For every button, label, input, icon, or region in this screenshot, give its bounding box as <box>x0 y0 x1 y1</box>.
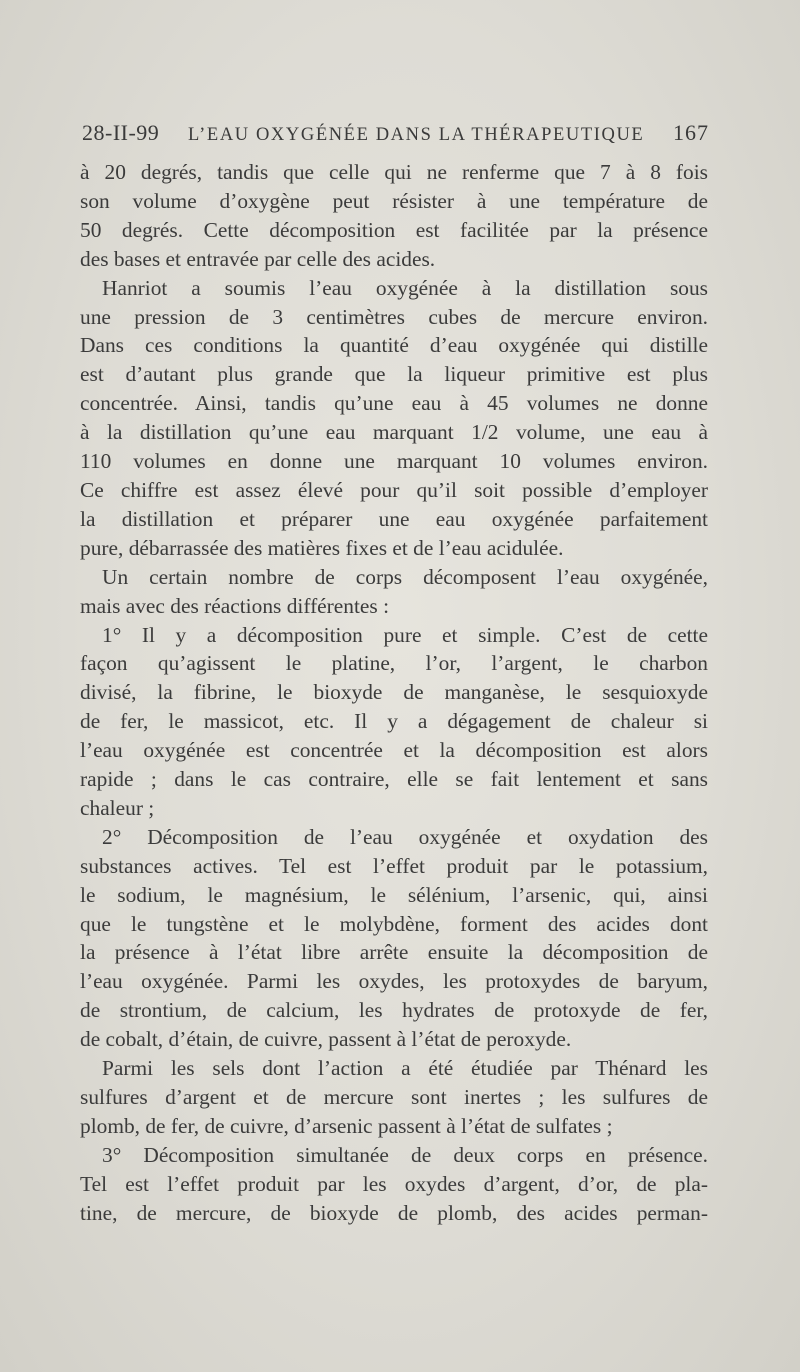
header-date: 28-II-99 <box>82 120 160 145</box>
text-line: de strontium, de calcium, les hydrates de protoxyde de fer, <box>80 998 708 1023</box>
text-line: sulfures d’argent et de mercure sont inertes ; les sulfures de <box>80 1085 708 1109</box>
text-line: Hanriot a soumis l’eau oxygénée à la distillation sous <box>102 275 708 300</box>
text-line: 2° Décomposition de l’eau oxygénée et oxydation des <box>102 824 708 849</box>
text-line: mais avec des réactions différentes : <box>80 593 390 618</box>
text-line: Ce chiffre est assez élevé pour qu’il soit possible d’employer <box>80 477 708 502</box>
text-line: son volume d’oxygène peut résister à une température de <box>80 188 708 213</box>
text-line: que le tungstène et le molybdène, forment des acides dont <box>80 911 708 936</box>
text-line: de cobalt, d’étain, de cuivre, passent à l’état de peroxyde. <box>80 1027 572 1052</box>
text-line: 50 degrés. Cette décomposition est facilitée par la présence <box>80 217 708 242</box>
text-line: Dans ces conditions la quantité d’eau oxygénée qui distille <box>80 333 708 358</box>
body-text <box>80 158 708 1228</box>
text-line: de fer, le massicot, etc. Il y a dégagement de chaleur si <box>80 709 708 734</box>
text-line: le sodium, le magnésium, le sélénium, l’arsenic, qui, ainsi <box>80 882 708 907</box>
text-line: concentrée. Ainsi, tandis qu’une eau à 45 volumes ne donne <box>80 391 708 416</box>
page-number: 167 <box>672 120 709 145</box>
text-line: des bases et entravée par celle des acides. <box>80 246 436 271</box>
text-line: à 20 degrés, tandis que celle qui ne renferme que 7 à 8 fois <box>80 160 708 184</box>
text-line: plomb, de fer, de cuivre, d’arsenic passent à l’état de sulfates ; <box>80 1113 613 1138</box>
text-line: 3° Décomposition simultanée de deux corps en présence. <box>102 1142 708 1167</box>
text-line: à la distillation qu’une eau marquant 1/2 volume, une eau à <box>80 420 708 445</box>
text-line: est d’autant plus grande que la liqueur primitive est plus <box>80 362 708 387</box>
text-line: pure, débarrassée des matières fixes et de l’eau acidulée. <box>80 535 564 560</box>
text-line: façon qu’agissent le platine, l’or, l’argent, le charbon <box>80 651 708 676</box>
text-line: chaleur ; <box>80 795 155 820</box>
text-line: 110 volumes en donne une marquant 10 volumes environ. <box>80 449 708 474</box>
text-line: divisé, la fibrine, le bioxyde de manganèse, le sesquioxyde <box>80 680 708 705</box>
text-line: rapide ; dans le cas contraire, elle se fait lentement et sans <box>80 767 708 792</box>
text-line: Un certain nombre de corps décomposent l’eau oxygénée, <box>102 564 708 589</box>
running-header <box>82 120 709 154</box>
text-line: tine, de mercure, de bioxyde de plomb, des acides perman- <box>80 1200 708 1225</box>
text-line: l’eau oxygénée. Parmi les oxydes, les protoxydes de baryum, <box>80 969 708 994</box>
text-line: la distillation et préparer une eau oxygénée parfaitement <box>80 506 708 531</box>
text-line: l’eau oxygénée est concentrée et la décomposition est alors <box>80 738 708 763</box>
text-line: Tel est l’effet produit par les oxydes d’argent, d’or, de pla- <box>80 1171 708 1196</box>
text-line: 1° Il y a décomposition pure et simple. C’est de cette <box>102 622 708 647</box>
text-line: substances actives. Tel est l’effet produit par le potassium, <box>80 853 708 878</box>
header-title: L’EAU OXYGÉNÉE DANS LA THÉRAPEUTIQUE <box>187 125 645 145</box>
text-line: Parmi les sels dont l’action a été étudiée par Thénard les <box>102 1056 708 1081</box>
text-line: une pression de 3 centimètres cubes de mercure environ. <box>80 304 708 329</box>
text-line: la présence à l’état libre arrête ensuite la décomposition de <box>80 940 708 965</box>
